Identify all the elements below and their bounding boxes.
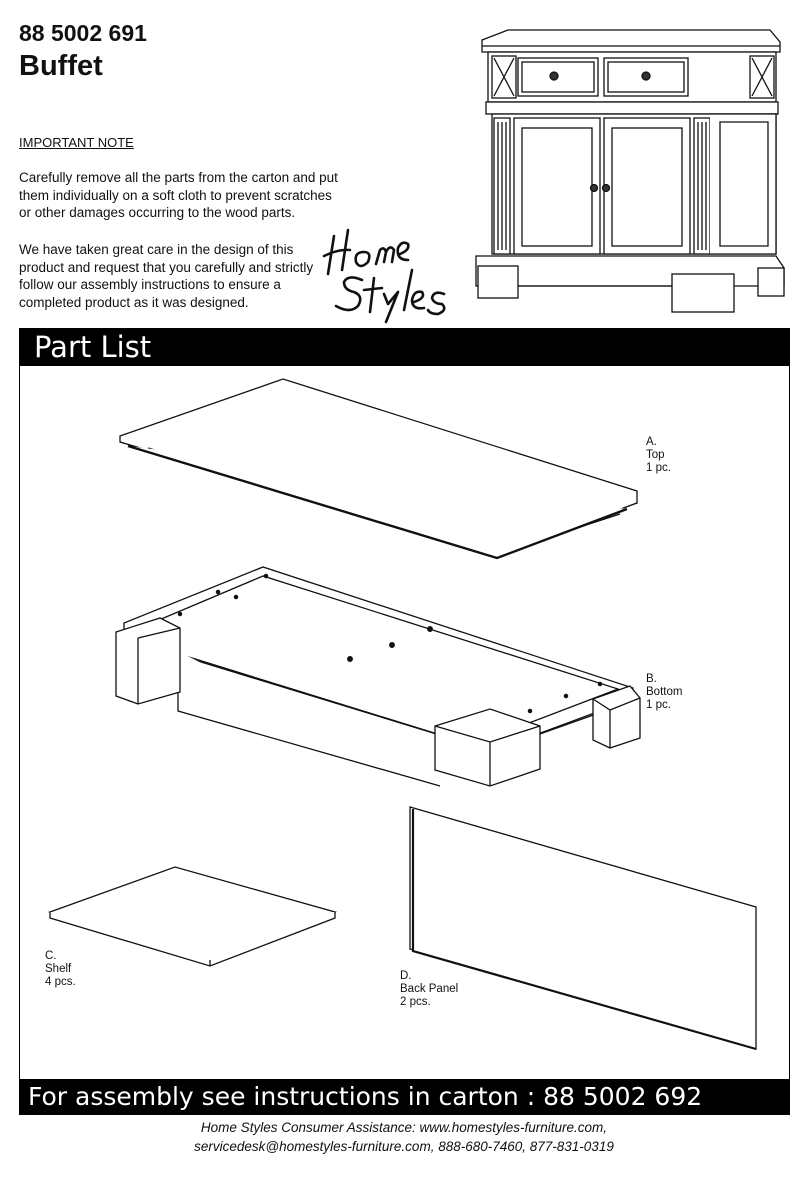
- part-b-bottom-drawing: [116, 567, 640, 786]
- part-b-qty: 1 pc.: [646, 699, 671, 711]
- assembly-banner: [19, 1079, 790, 1115]
- note-paragraph-care: Carefully remove all the parts from the carton and put them individually on a soft cloth to prevent scratches or other damages occurring to the wood parts.: [19, 170, 338, 220]
- part-a-label: [646, 436, 671, 475]
- part-a-top-drawing: [120, 379, 637, 558]
- part-c-label: [45, 950, 76, 989]
- part-b-name: Bottom: [646, 686, 683, 698]
- note-paragraph-instructions: We have taken great care in the design of this product and request that you carefully and strictly follow our assembly instructions to ensure a completed product as it was designed.: [19, 242, 314, 310]
- contact-line-2: servicedesk@homestyles-furniture.com, 888-680-7460, 877-831-0319: [194, 1139, 614, 1154]
- product-code: 88 5002 691: [19, 20, 147, 46]
- part-a-letter: A.: [646, 436, 657, 448]
- part-b-letter: B.: [646, 673, 657, 685]
- contact-line-1: Home Styles Consumer Assistance: www.homestyles-furniture.com,: [200, 1120, 608, 1135]
- assembly-note: For assembly see instructions in carton : 88 5002 692: [28, 1082, 703, 1111]
- part-c-name: Shelf: [45, 963, 72, 975]
- part-a-qty: 1 pc.: [646, 462, 671, 474]
- important-note-heading: IMPORTANT NOTE: [19, 135, 134, 150]
- part-list-header: [19, 328, 790, 366]
- product-title: Buffet: [19, 50, 103, 82]
- parts-panel: [19, 366, 790, 1080]
- part-d-back-panel-drawing: [410, 807, 756, 1049]
- part-c-qty: 4 pcs.: [45, 976, 76, 988]
- part-c-shelf-drawing: [50, 867, 335, 966]
- part-list-title: Part List: [34, 330, 152, 364]
- part-d-name: Back Panel: [400, 983, 459, 995]
- buffet-illustration: [468, 18, 790, 318]
- part-a-name: Top: [646, 449, 665, 461]
- part-d-letter: D.: [400, 970, 412, 982]
- part-b-label: [646, 673, 682, 712]
- part-c-letter: C.: [45, 950, 57, 962]
- home-styles-logo: [318, 216, 458, 326]
- part-d-label: [400, 970, 458, 1009]
- part-d-qty: 2 pcs.: [400, 996, 431, 1008]
